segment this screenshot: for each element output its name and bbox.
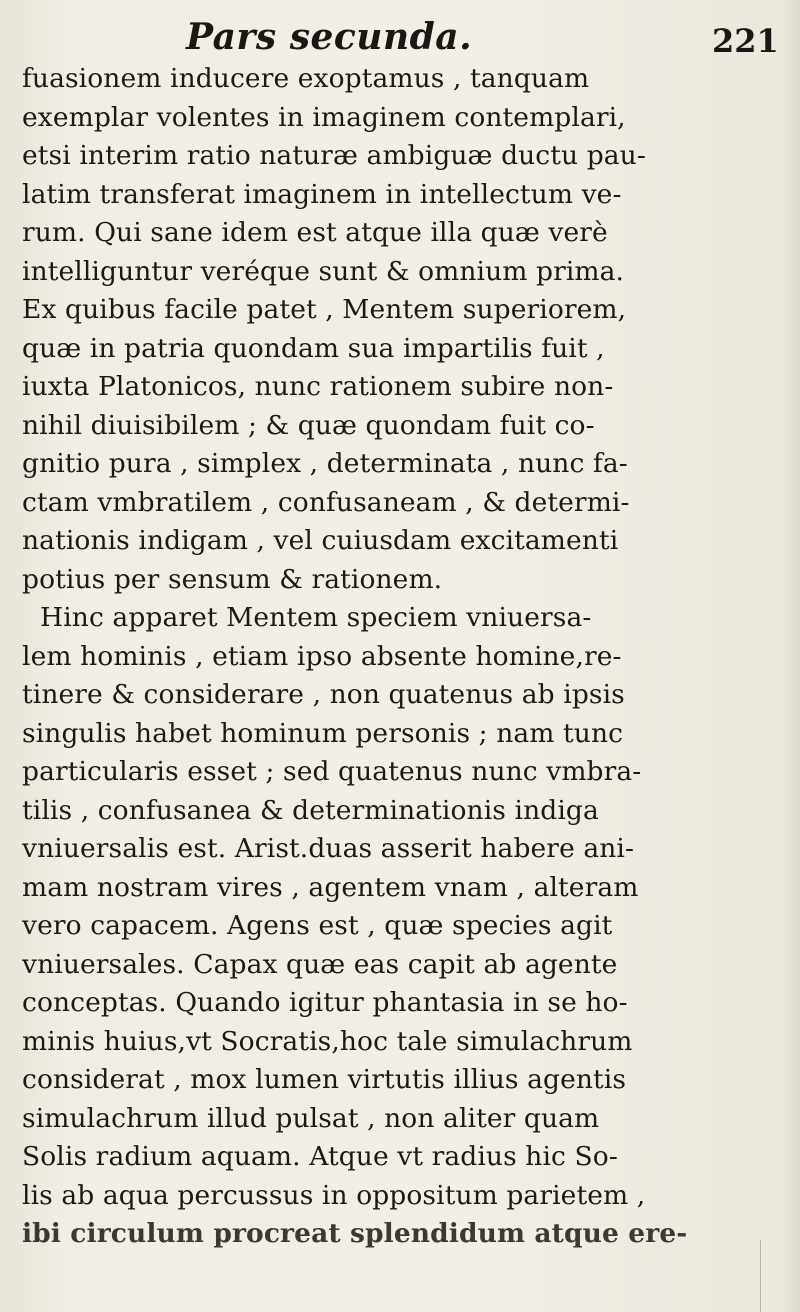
text-line: particularis esset ; sed quatenus nunc vmbra- [22,756,642,787]
text-line: nationis indigam , vel cuiusdam excitamenti [22,525,619,556]
paragraph-start-line: Hinc apparet Mentem speciem vniuersa- [40,602,592,633]
running-head: Pars secunda. [186,16,473,58]
text-line: vero capacem. Agens est , quæ species agit [22,910,613,941]
page-number: 221 [712,22,779,60]
text-line: vniuersalis est. Arist.duas asserit habere ani- [22,833,635,864]
text-line: gnitio pura , simplex , determinata , nunc fa- [22,448,628,479]
text-line: ibi circulum procreat splendidum atque ere- [22,1218,688,1249]
text-line: tinere & considerare , non quatenus ab ipsis [22,679,625,710]
text-line: intelliguntur veréque sunt & omnium prima. [22,255,625,287]
text-line: considerat , mox lumen virtutis illius agentis [22,1064,627,1095]
text-line: iuxta Platonicos, nunc rationem subire non- [22,371,614,402]
text-line: fuasionem inducere exoptamus , tanquam [22,63,590,94]
page-header [0,6,800,66]
paper-mark [760,1240,800,1312]
text-line: Solis radium aquam. Atque vt radius hic So- [22,1141,618,1172]
body-text [22,60,794,1254]
text-line: vniuersales. Capax quæ eas capit ab agente [22,948,618,980]
text-line: minis huius,vt Socratis,hoc tale simulachrum [22,1025,633,1057]
text-line: lis ab aqua percussus in oppositum parietem , [22,1179,646,1211]
text-line: etsi interim ratio naturæ ambiguæ ductu pau- [22,140,646,171]
page-edge-shadow [782,0,800,1312]
text-line: simulachrum illud pulsat , non aliter quam [22,1102,600,1134]
text-line: Ex quibus facile patet , Mentem superiorem, [22,294,627,325]
text-line: singulis habet hominum personis ; nam tunc [22,717,624,749]
text-line: latim transferat imaginem in intellectum ve- [22,178,622,210]
text-line: rum. Qui sane idem est atque illa quæ verè [22,217,608,248]
text-line: lem hominis , etiam ipso absente homine,re- [22,640,622,672]
text-line: potius per sensum & rationem. [22,563,443,595]
text-line: conceptas. Quando igitur phantasia in se ho- [22,987,628,1018]
text-line: exemplar volentes in imaginem contemplari, [22,101,626,133]
text-line: mam nostram vires , agentem vnam , alteram [22,871,639,903]
text-line: tilis , confusanea & determinationis indiga [22,794,599,826]
text-line: nihil diuisibilem ; & quæ quondam fuit co- [22,409,595,441]
text-line: quæ in patria quondam sua impartilis fuit , [22,332,605,364]
text-line: ctam vmbratilem , confusaneam , & determi- [22,486,630,518]
